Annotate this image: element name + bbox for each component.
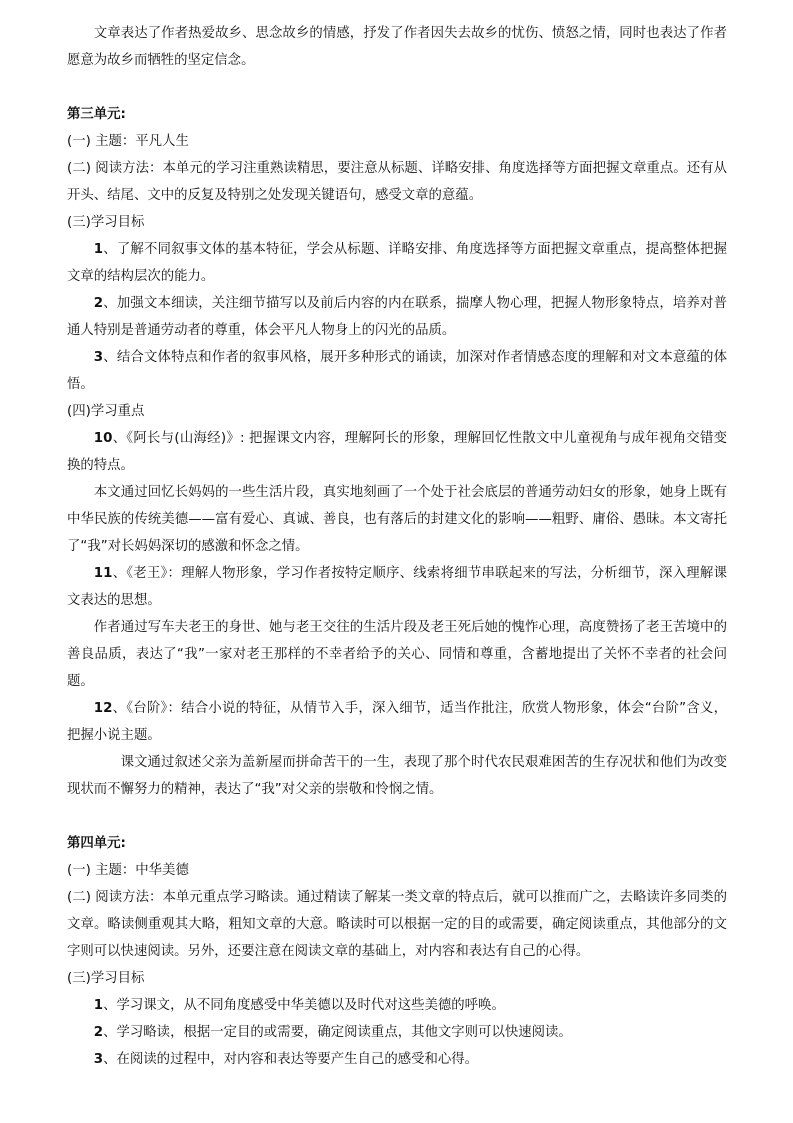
unit4-heading: 第四单元: (67, 836, 126, 851)
goal-text: 、了解不同叙事文体的基本特征，学会从标题、详略安排、角度选择等方面把握文章重点，提高整体把握文章的结构层次的能力。 (67, 242, 727, 284)
goal-number: 3 (93, 350, 104, 365)
focus-number: 10 (93, 431, 113, 446)
document-page (67, 20, 727, 1073)
focus-title: 、《阿长与(山海经)》: 把握课文内容，理解阿长的形象，理解回忆性散文中儿童视角与成年视角交错变换的特点。 (67, 431, 727, 473)
goal-text: 、学习略读，根据一定目的或需要，确定阅读重点，其他文字则可以快速阅读。 (103, 1025, 572, 1040)
unit3-goals-heading: (三)学习目标 (67, 215, 145, 230)
unit3-goal-item (67, 344, 727, 398)
goal-text: 、加强文本细读，关注细节描写以及前后内容的内在联系，揣摩人物心理，把握人物形象特点，培养对普通人特别是普通劳动者的尊重，体会平凡人物身上的闪光的品质。 (67, 296, 727, 338)
focus-item-summary: 本文通过回忆长妈妈的一些生活片段，真实地刻画了一个处于社会底层的普通劳动妇女的形象，她身上既有中华民族的传统美德——富有爱心、真诚、善良，也有落后的封建文化的影响——粗野、庸俗、愚昧。本文寄托了“我”对长妈妈深切的感激和怀念之情。 (67, 485, 727, 554)
unit3-focus-heading: (四)学习重点 (67, 404, 145, 419)
focus-item-summary: 课文通过叙述父亲为盖新屋而拼命苦干的一生，表现了那个时代农民艰难困苦的生存况状和他们为改变现状而不懈努力的精神，表达了“我”对父亲的崇敬和怜悯之情。 (67, 755, 727, 797)
goal-number: 1 (93, 998, 104, 1013)
intro-paragraph: 文章表达了作者热爱故乡、思念故乡的情感，抒发了作者因失去故乡的忧伤、愤怒之情，同时也表达了作者愿意为故乡而牺牲的坚定信念。 (67, 26, 727, 68)
focus-title: 、《老王》：理解人物形象，学习作者按特定顺序、线索将细节串联起来的写法，分析细节，深入理解课文表达的思想。 (67, 566, 727, 608)
unit4-goals-heading: (三)学习目标 (67, 971, 145, 986)
focus-item-title (67, 425, 727, 479)
unit4-goal-item (67, 1019, 727, 1046)
unit4-goal-item (67, 1046, 727, 1073)
focus-item-title (67, 560, 727, 614)
goal-text: 、在阅读的过程中，对内容和表达等要产生自己的感受和心得。 (103, 1052, 479, 1067)
spacer (67, 803, 727, 830)
focus-item-summary: 作者通过写车夫老王的身世、她与老王交往的生活片段及老王死后她的愧怍心理，高度赞扬了老王苦境中的善良品质，表达了“我”一家对老王那样的不幸者给予的关心、同情和尊重，含蓄地提出了关怀不幸者的社会问题。 (67, 620, 727, 689)
unit3-reading-method: (二) 阅读方法：本单元的学习注重熟读精思，要注意从标题、详略安排、角度选择等方面把握文章重点。还有从开头、结尾、文中的反复及特别之处发现关键语句，感受文章的意蕴。 (67, 161, 727, 203)
unit3-theme: (一) 主题：平凡人生 (67, 134, 189, 149)
focus-title: 、《台阶》：结合小说的特征，从情节入手，深入细节，适当作批注，欣赏人物形象，体会“台阶”含义，把握小说主题。 (67, 701, 727, 743)
goal-number: 3 (93, 1052, 104, 1067)
goal-text: 、结合文体特点和作者的叙事风格，展开多种形式的诵读，加深对作者情感态度的理解和对文本意蕴的体悟。 (67, 350, 727, 392)
goal-text: 、学习课文，从不同角度感受中华美德以及时代对这些美德的呼唤。 (103, 998, 505, 1013)
goal-number: 2 (93, 1025, 104, 1040)
goal-number: 2 (93, 296, 104, 311)
unit4-goal-item (67, 992, 727, 1019)
unit4-reading-method: (二) 阅读方法：本单元重点学习略读。通过精读了解某一类文章的特点后，就可以推而广之，去略读许多同类的文章。略读侧重观其大略，粗知文章的大意。略读时可以根据一定的目的或需要，确定阅读重点，其他部分的文字则可以快速阅读。另外，还要注意在阅读文章的基础上，对内容和表达有自己的心得。 (67, 890, 727, 959)
focus-number: 11 (93, 566, 113, 581)
focus-item-title (67, 695, 727, 749)
unit3-goal-item (67, 290, 727, 344)
unit4-theme: (一) 主题：中华美德 (67, 863, 189, 878)
spacer (67, 74, 727, 101)
unit3-goal-item (67, 236, 727, 290)
unit3-heading: 第三单元: (67, 107, 126, 122)
focus-number: 12 (93, 701, 113, 716)
goal-number: 1 (93, 242, 104, 257)
